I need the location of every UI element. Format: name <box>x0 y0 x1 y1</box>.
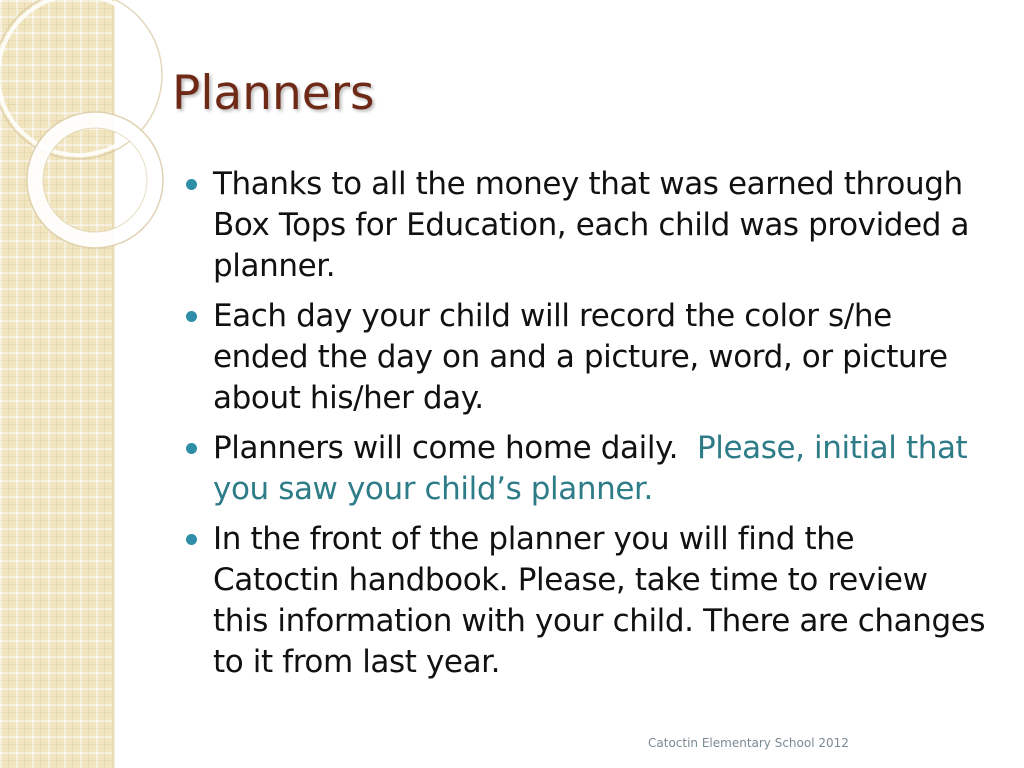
list-item <box>186 519 986 683</box>
decorative-rings-icon <box>0 0 140 260</box>
slide-title: Planners <box>172 66 375 121</box>
bullet-text: Planners will come home daily. <box>213 430 697 466</box>
list-item <box>186 296 986 419</box>
bullet-dot-icon <box>186 179 197 190</box>
list-item <box>186 164 986 287</box>
bullet-text: Each day your child will record the color s/he ended the day on and a picture, word, or picture about his/her day. <box>213 298 948 416</box>
bullet-text: In the front of the planner you will find the Catoctin handbook. Please, take time to review this information with your child. There are changes to it from last year. <box>213 521 986 680</box>
list-item <box>186 428 986 510</box>
bullet-list <box>186 164 986 692</box>
bullet-text: Thanks to all the money that was earned through Box Tops for Education, each child was provided a planner. <box>213 166 970 284</box>
bullet-dot-icon <box>186 443 197 454</box>
bullet-highlight-text: Please, initial that you saw your child’s planner. <box>213 430 968 507</box>
slide-footer: Catoctin Elementary School 2012 <box>648 736 849 750</box>
bullet-dot-icon <box>186 534 197 545</box>
bullet-dot-icon <box>186 311 197 322</box>
